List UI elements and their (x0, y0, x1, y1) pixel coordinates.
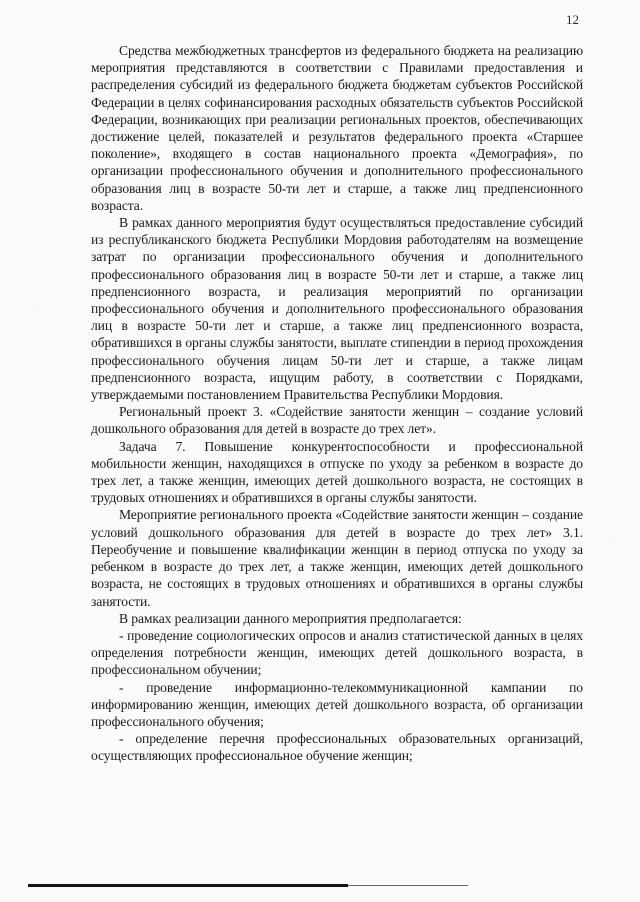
paragraph-regional-project-3: Региональный проект 3. «Содействие занятости женщин – создание условий дошкольного образования для детей в возрасте до трех лет». (91, 404, 583, 437)
paragraph-task-7: Задача 7. Повышение конкурентоспособности и профессиональной мобильности женщин, находящихся в отпуске по уходу за ребенком в возрасте до трех лет, а также женщин, имеющих детей дошкольного возраста, не состоящих в трудовых отношениях и обратившихся в органы службы занятости. (91, 438, 583, 506)
scan-edge-line (28, 884, 348, 887)
paragraph-implementation-intro: В рамках реализации данного мероприятия предполагается: (119, 610, 462, 626)
paragraph-subsidies: В рамках данного мероприятия будут осуществляться предоставление субсидий из республиканского бюджета Республики Мордовия работодателям на возмещение затрат по организации профессионального обучения и дополнительного профессионального образования лиц в возрасте 50-ти лет и старше, а также лиц предпенсионного возраста, и реализация мероприятий по организации профессионального обучения и дополнительного профессионального образования лиц в возрасте 50-ти лет и старше, а также лиц предпенсионного возраста, обратившихся в органы службы занятости, выплате стипендии в период прохождения профессионального обучения лицам 50-ти лет и старше, а также лицам предпенсионного возраста, ищущим работу, в соответствии с Порядками, утверждаемыми постановлением Правительства Республики Мордовия. (91, 215, 583, 403)
paragraph-measure-3-1: Мероприятие регионального проекта «Содействие занятости женщин – создание условий дошкольного образования для детей в возрасте до трех лет» 3.1. Переобучение и повышение квалификации женщин в период отпуска по уходу за ребенком в возрасте до трех лет, а также женщин, имеющих детей дошкольного возраста, не состоящих в трудовых отношениях и обратившихся в органы службы занятости. (91, 507, 583, 609)
page-number: 12 (566, 12, 579, 27)
scan-edge-line-tail (348, 885, 468, 886)
list-item-surveys: - проведение социологических опросов и анализ статистической данных в целях определения потребности женщин, имеющих детей дошкольного возраста, в профессиональном обучении; (91, 627, 583, 678)
list-item-organizations-list: - определение перечня профессиональных образовательных организаций, осуществляющих профессиональное обучение женщин; (91, 731, 583, 764)
paragraph-funding: Средства межбюджетных трансфертов из федерального бюджета на реализацию мероприятия представляются в соответствии с Правилами предоставления и распределения субсидий из федерального бюджета бюджетам субъектов Российской Федерации в целях софинансирования расходных обязательств субъектов Российской Федерации, возникающих при реализации региональных проектов, обеспечивающих достижение целей, показателей и результатов федерального проекта «Старшее поколение», входящего в состав национального проекта «Демография», по организации профессионального обучения и дополнительного профессионального образования лиц в возрасте 50-ти лет и старше, а также лиц предпенсионного возраста. (91, 43, 583, 213)
document-body (91, 42, 583, 765)
list-item-information-campaign: - проведение информационно-телекоммуникационной кампании по информированию женщин, имеющих детей дошкольного возраста, об организации профессионального обучения; (91, 679, 583, 729)
